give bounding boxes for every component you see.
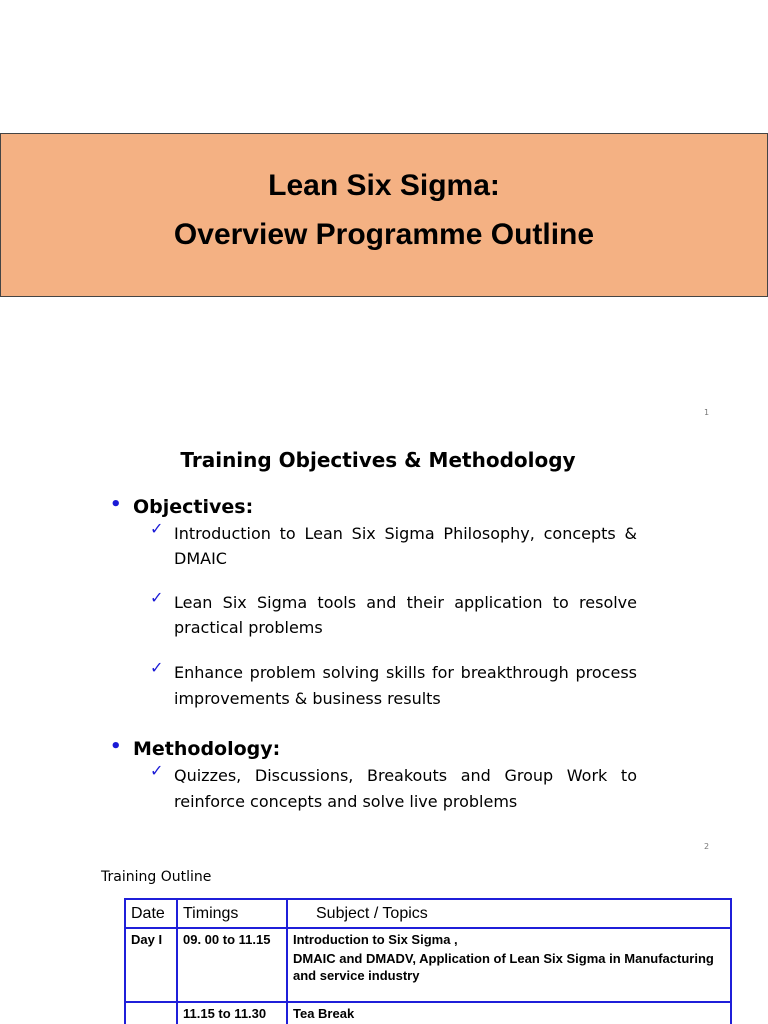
header-date: Date bbox=[125, 899, 177, 928]
checkmark-icon: ✓ bbox=[150, 658, 164, 677]
cell-timing: 09. 00 to 11.15 bbox=[177, 928, 287, 1002]
cell-date bbox=[125, 1002, 177, 1024]
objective-item bbox=[150, 590, 637, 640]
title-line-1: Lean Six Sigma: bbox=[268, 169, 500, 202]
cell-date: Day I bbox=[125, 928, 177, 1002]
cell-subject bbox=[287, 928, 731, 1002]
checkmark-icon: ✓ bbox=[150, 588, 164, 607]
subject-line: Introduction to Six Sigma , bbox=[293, 932, 458, 947]
table-header-row bbox=[125, 899, 731, 928]
checkmark-icon: ✓ bbox=[150, 519, 164, 538]
objectives-heading bbox=[110, 496, 253, 518]
header-subject: Subject / Topics bbox=[287, 899, 731, 928]
table-row bbox=[125, 928, 731, 1002]
objective-item bbox=[150, 660, 637, 712]
title-line-2: Overview Programme Outline bbox=[173, 218, 595, 251]
checkmark-icon: ✓ bbox=[150, 761, 164, 780]
bullet-dot-icon: • bbox=[110, 736, 122, 757]
header-timings: Timings bbox=[177, 899, 287, 928]
training-outline-label: Training Outline bbox=[101, 869, 212, 885]
subject-line: DMAIC and DMADV, Application of Lean Six Sigma in Manufacturing and service industry bbox=[293, 951, 714, 983]
objective-text: Lean Six Sigma tools and their application to resolve practical problems bbox=[174, 593, 637, 637]
methodology-label: Methodology: bbox=[133, 738, 281, 760]
training-outline-table bbox=[124, 898, 732, 1024]
objectives-label: Objectives: bbox=[133, 496, 254, 518]
cell-timing: 11.15 to 11.30 bbox=[177, 1002, 287, 1024]
objective-text: Introduction to Lean Six Sigma Philosophy, concepts & DMAIC bbox=[174, 524, 637, 568]
cell-subject: Tea Break bbox=[287, 1002, 731, 1024]
methodology-text: Quizzes, Discussions, Breakouts and Group Work to reinforce concepts and solve live problems bbox=[174, 766, 637, 811]
objective-text: Enhance problem solving skills for breakthrough process improvements & business results bbox=[174, 663, 637, 708]
bullet-dot-icon: • bbox=[110, 494, 122, 515]
objective-item bbox=[150, 521, 637, 571]
slide-number-2: 2 bbox=[704, 842, 710, 851]
slide2-title: Training Objectives & Methodology bbox=[180, 448, 576, 472]
slide-number-1: 1 bbox=[704, 408, 710, 417]
title-banner bbox=[0, 133, 768, 297]
table-row bbox=[125, 1002, 731, 1024]
methodology-heading bbox=[110, 738, 280, 760]
methodology-item bbox=[150, 763, 637, 815]
